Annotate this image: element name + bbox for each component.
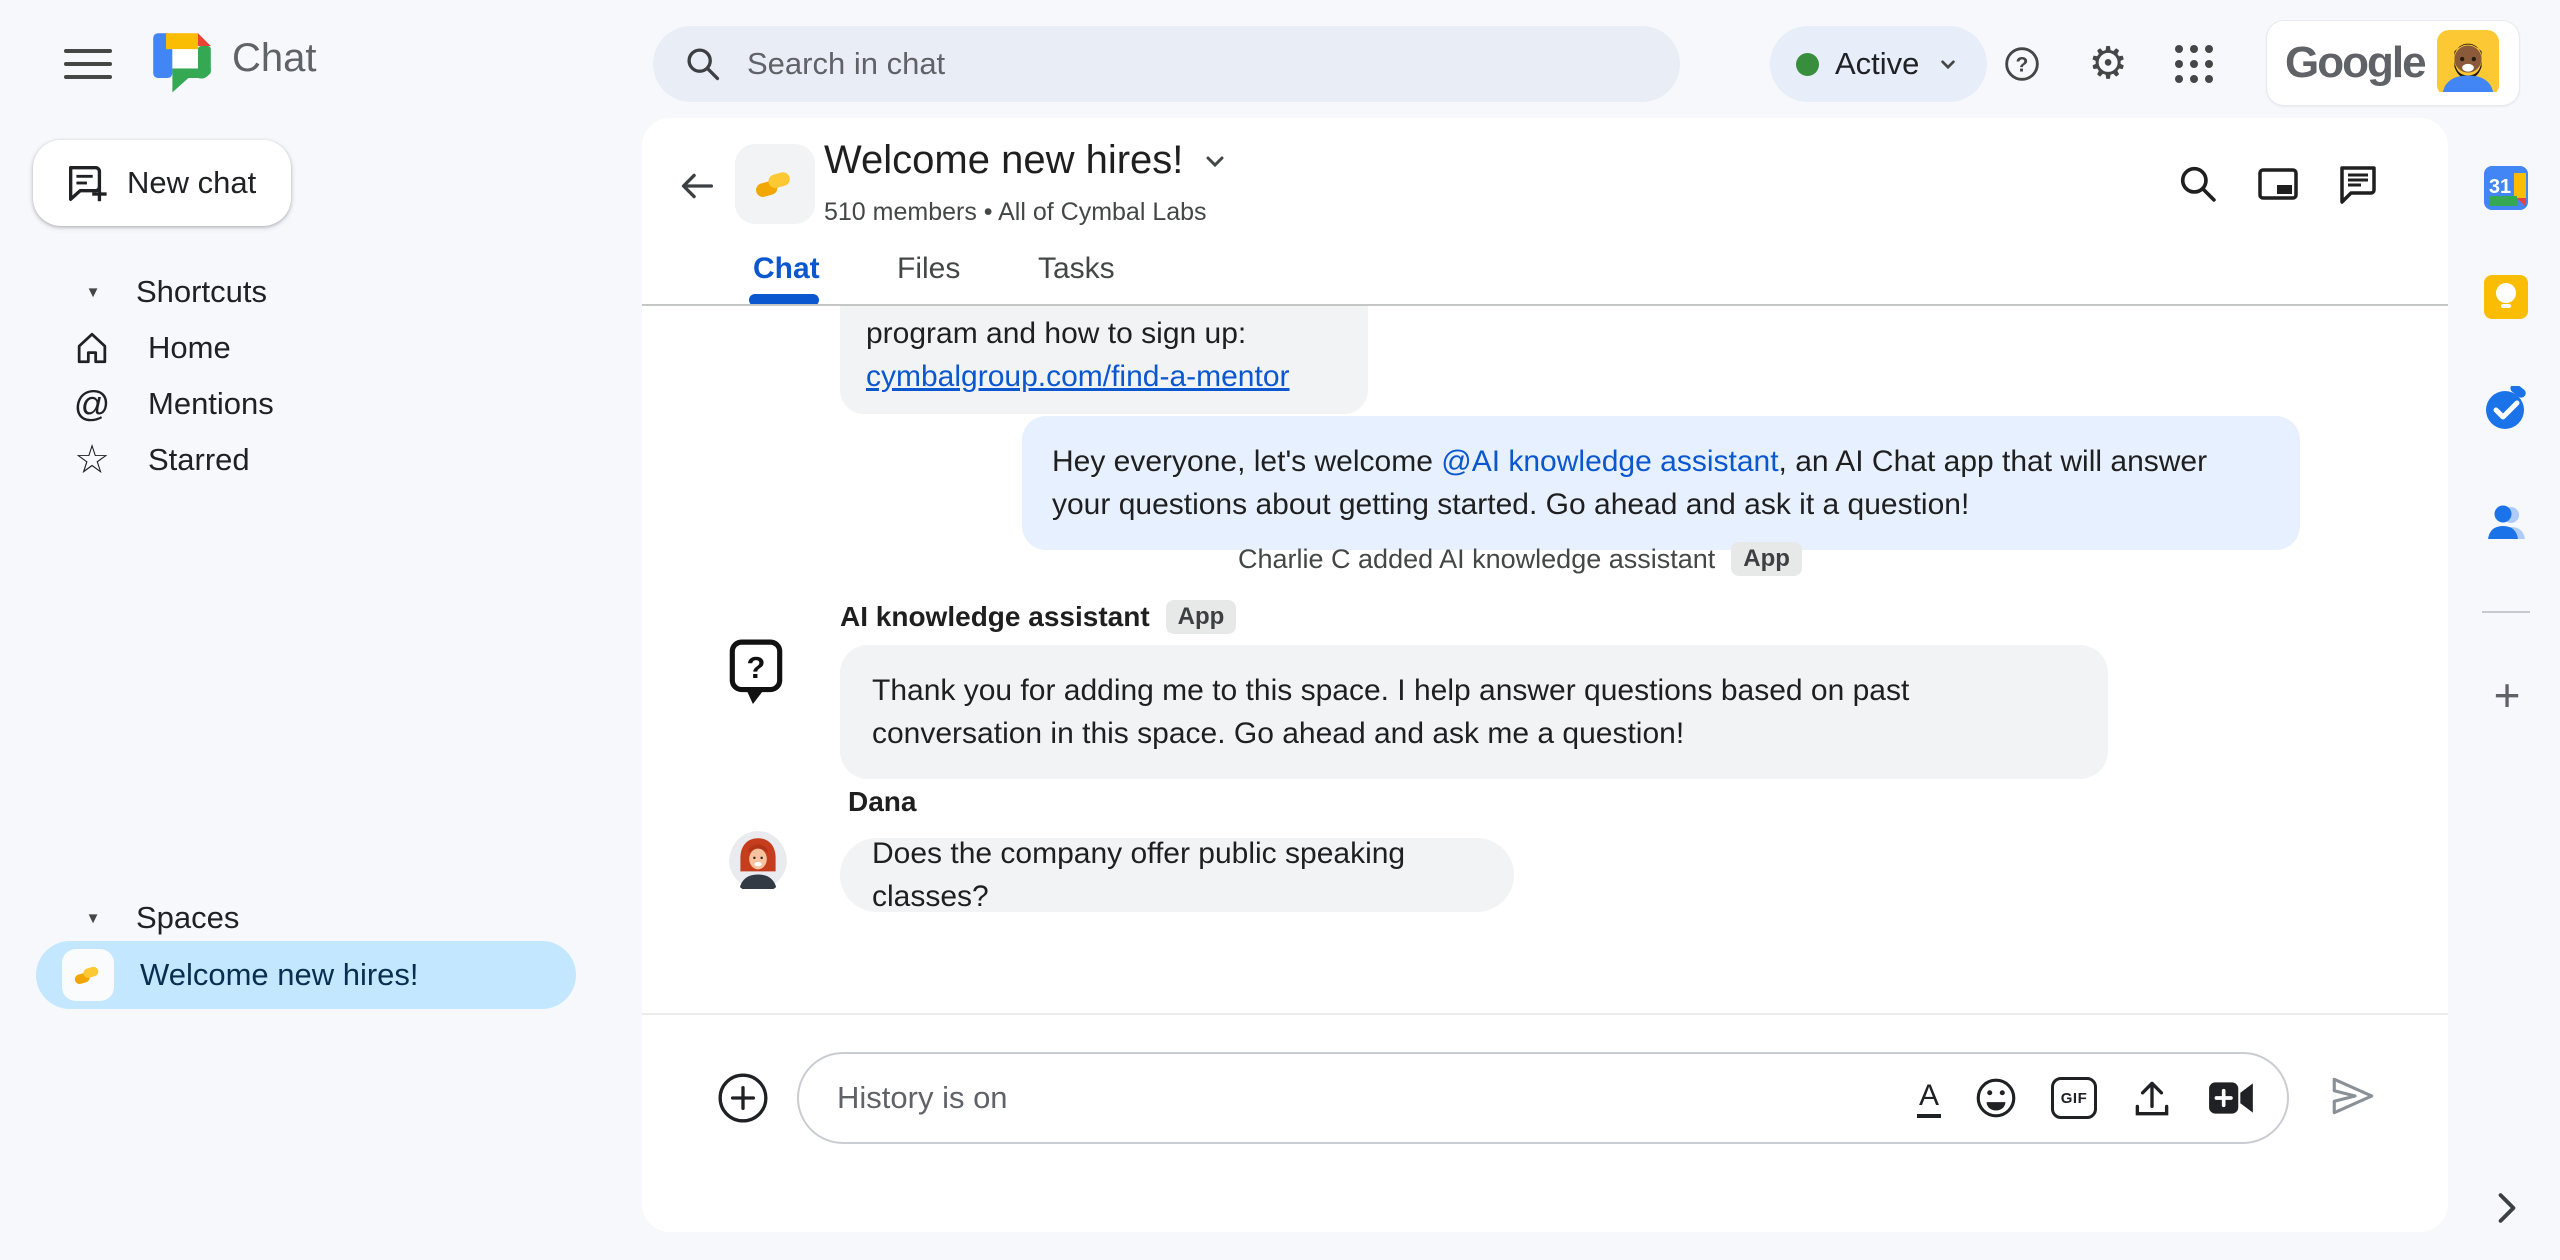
calendar-app-button[interactable] [2483, 165, 2529, 211]
gif-icon[interactable]: GIF [2051, 1077, 2097, 1119]
expander-icon[interactable]: ▼ [85, 909, 101, 927]
upload-icon[interactable] [2129, 1075, 2175, 1121]
system-event-text: Charlie C added AI knowledge assistant [1238, 543, 1716, 574]
starred-label: Starred [148, 442, 250, 477]
handshake-icon [72, 959, 104, 991]
collapse-panel-button[interactable] [2492, 1190, 2522, 1231]
dana-avatar [729, 831, 787, 894]
contacts-icon [2483, 497, 2529, 543]
google-logo: Google [2285, 38, 2425, 87]
status-selector[interactable] [1770, 26, 1987, 102]
message-threads-icon [2335, 161, 2381, 207]
video-meeting-icon[interactable] [2207, 1075, 2257, 1121]
space-subtitle: 510 members • All of Cymbal Labs [824, 198, 1207, 226]
message-text: program and how to sign up: [866, 317, 1247, 350]
apps-grid-icon [2175, 45, 2213, 83]
expander-icon[interactable]: ▼ [85, 283, 101, 301]
sidebar-item-home[interactable] [44, 322, 231, 374]
calendar-icon [2483, 165, 2529, 211]
space-header-avatar [735, 144, 815, 224]
mentor-link[interactable]: cymbalgroup.com/find-a-mentor [866, 360, 1290, 393]
app-badge: App [1731, 542, 1802, 576]
shortcuts-label: Shortcuts [136, 274, 267, 309]
space-name: Welcome new hires! [140, 957, 419, 992]
chevron-right-icon [2492, 1190, 2522, 1226]
page-title: Welcome new hires! [824, 138, 1184, 182]
open-in-window-button[interactable] [2252, 158, 2304, 210]
send-button[interactable] [2328, 1074, 2378, 1123]
new-chat-icon [63, 160, 109, 206]
search-icon [683, 44, 723, 84]
product-name: Chat [232, 36, 317, 80]
assistant-name-row [840, 600, 1236, 634]
message-input[interactable] [835, 1079, 1917, 1117]
space-avatar [62, 949, 114, 1001]
chevron-down-icon [1201, 149, 1229, 173]
system-event-row [1238, 542, 1802, 576]
status-label: Active [1835, 46, 1920, 81]
message-text: Thank you for adding me to this space. I help answer questions based on past conversation in this space. Go ahead and ask me a question! [872, 674, 1910, 750]
new-chat-button[interactable] [33, 140, 291, 226]
sidebar-item-mentions[interactable] [44, 378, 274, 430]
chevron-down-icon [1935, 51, 1961, 77]
message-bubble-assistant [840, 645, 2108, 779]
emoji-icon[interactable] [1973, 1075, 2019, 1121]
contacts-app-button[interactable] [2483, 497, 2529, 543]
plus-circle-icon [716, 1071, 770, 1125]
search-input[interactable] [745, 45, 1545, 83]
tasks-icon [2483, 386, 2529, 432]
shortcuts-section-header[interactable] [80, 270, 267, 314]
search-icon [2176, 162, 2220, 206]
star-icon: ☆ [74, 438, 110, 482]
add-content-button[interactable] [716, 1071, 770, 1130]
space-title-menu[interactable] [824, 138, 1229, 183]
help-button[interactable] [1996, 38, 2048, 90]
home-label: Home [148, 330, 231, 365]
google-chat-logo-icon [150, 30, 214, 99]
back-arrow-icon [673, 163, 719, 209]
text-format-icon[interactable]: A [1917, 1079, 1941, 1118]
spaces-label: Spaces [136, 900, 240, 935]
tab-tasks[interactable]: Tasks [1038, 252, 1115, 285]
mentions-icon: @ [73, 383, 111, 424]
sender-name: AI knowledge assistant [840, 601, 1150, 632]
gear-icon: ⚙ [2088, 39, 2128, 88]
home-icon [68, 324, 116, 372]
message-text: Hey everyone, let's welcome [1052, 445, 1442, 478]
message-bubble-dana [840, 838, 1514, 912]
dana-name-row [848, 786, 916, 818]
question-bubble-icon [727, 638, 785, 706]
new-chat-label: New chat [127, 165, 257, 200]
tab-files[interactable]: Files [897, 252, 961, 285]
svg-text:31: 31 [2488, 176, 2512, 198]
send-icon [2328, 1074, 2378, 1118]
back-button[interactable] [670, 160, 722, 212]
message-text: , an AI Chat app that will answer your questions about getting started. Go ahead and ask it a question! [1052, 445, 2208, 521]
get-add-ons-button[interactable]: + [2493, 669, 2521, 721]
search-bar[interactable] [653, 26, 1680, 102]
handshake-icon [752, 161, 798, 207]
tab-chat[interactable]: Chat [753, 252, 820, 285]
message-compose-field[interactable] [797, 1052, 2289, 1144]
message-bubble-announcement [1022, 416, 2300, 550]
search-in-space-button[interactable] [2172, 158, 2224, 210]
settings-button[interactable] [2082, 38, 2134, 90]
sender-name: Dana [848, 786, 917, 817]
mentions-label: Mentions [148, 386, 274, 421]
keep-app-button[interactable] [2483, 274, 2529, 320]
spaces-section-header[interactable] [80, 896, 239, 940]
divider [2482, 611, 2530, 613]
assistant-mention-link[interactable]: @AI knowledge assistant [1441, 445, 1779, 478]
main-menu-icon[interactable] [64, 40, 112, 88]
help-icon [1999, 41, 2045, 87]
message-bubble-scrolled [840, 306, 1368, 414]
account-card[interactable] [2266, 20, 2520, 106]
sidebar-item-space-welcome-new-hires[interactable] [36, 941, 576, 1009]
app-badge: App [1166, 600, 1237, 634]
assistant-avatar [727, 638, 785, 711]
picture-in-picture-icon [2255, 161, 2301, 207]
conversation-panel [642, 118, 2448, 1232]
keep-icon [2483, 274, 2529, 320]
svg-text:?: ? [2015, 53, 2029, 77]
google-apps-button[interactable] [2168, 38, 2220, 90]
active-status-dot [1796, 53, 1819, 76]
message-text: Does the company offer public speaking classes? [872, 837, 1406, 913]
threads-button[interactable] [2332, 158, 2384, 210]
user-avatar[interactable] [2437, 30, 2499, 97]
tasks-app-button[interactable] [2483, 386, 2529, 432]
svg-text:?: ? [746, 650, 766, 686]
divider [642, 1013, 2448, 1015]
sidebar-item-starred[interactable] [44, 434, 250, 486]
